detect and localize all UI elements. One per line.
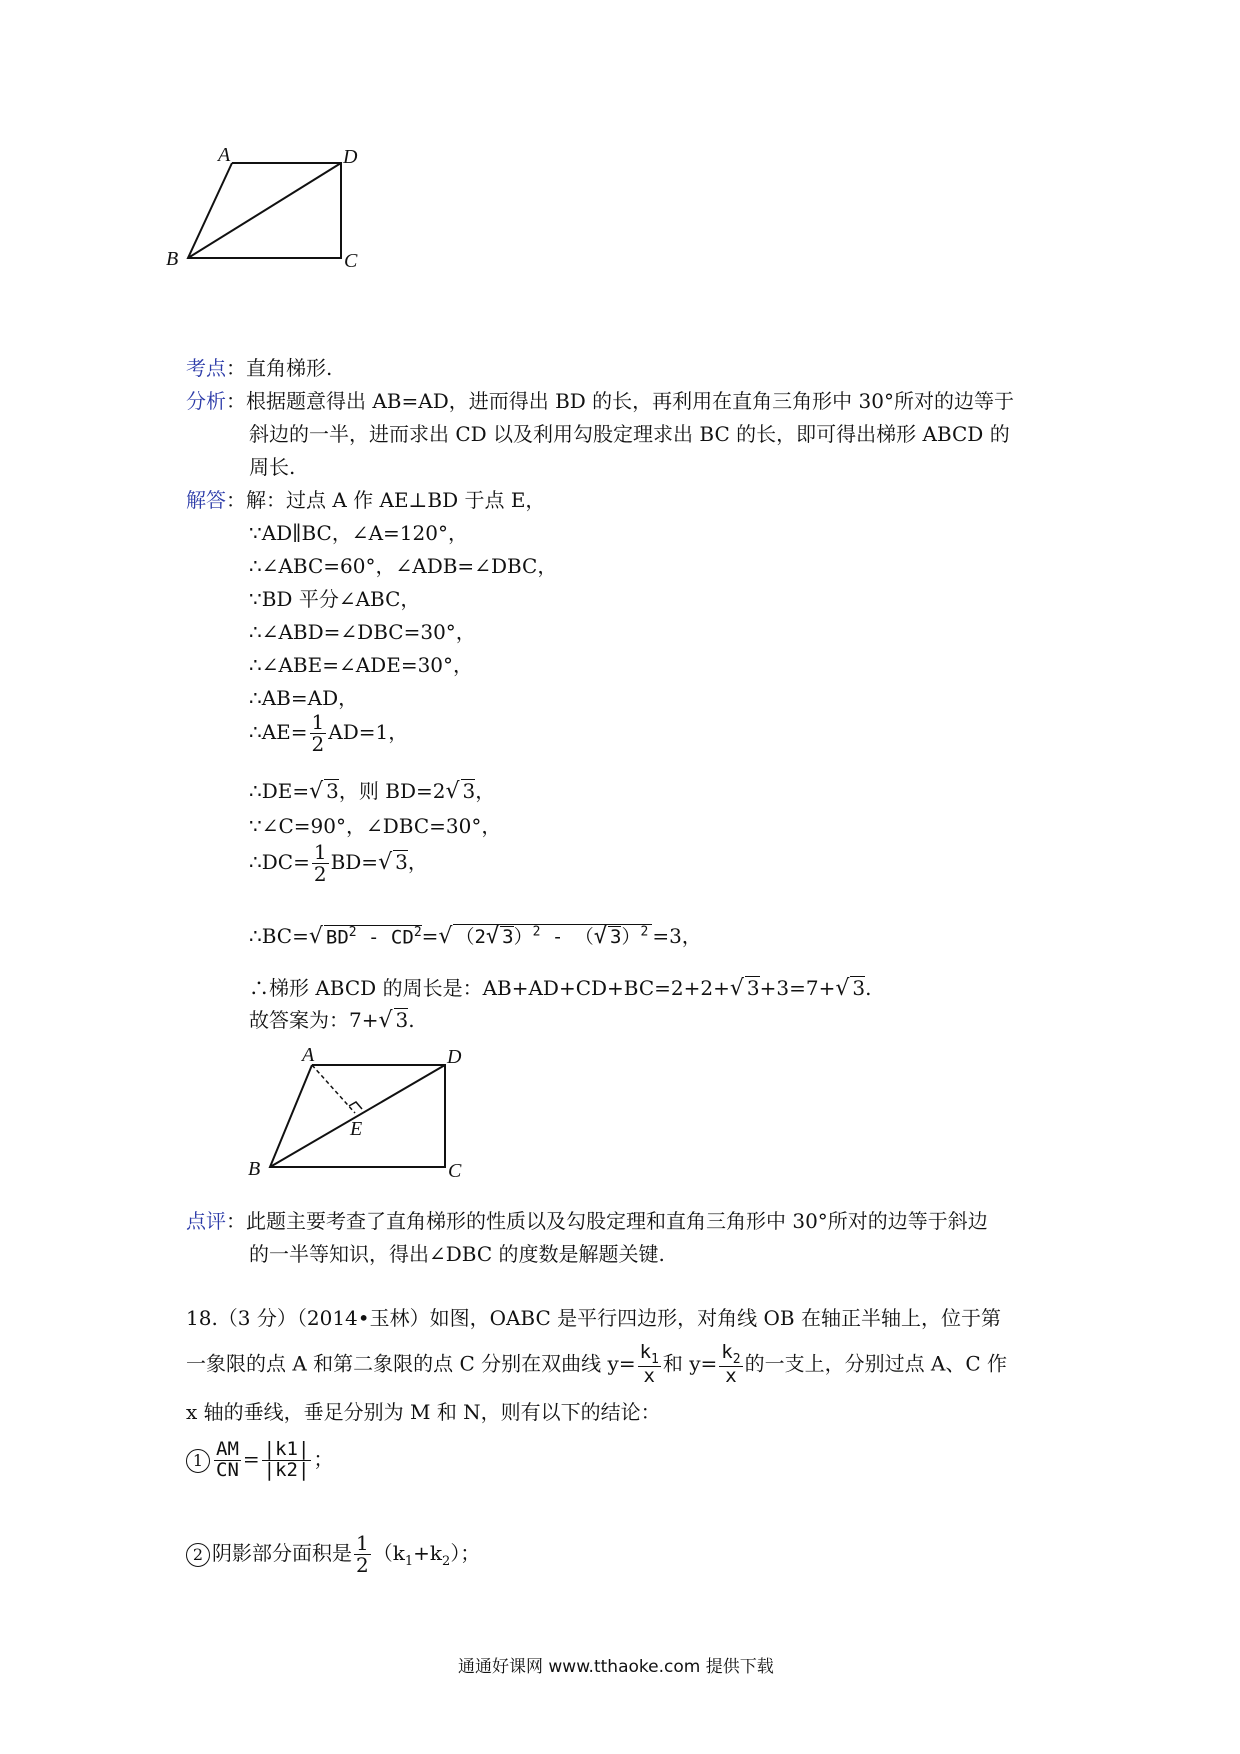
kaodian-line	[186, 352, 332, 381]
denominator: |k2|	[263, 1458, 310, 1481]
text: k	[721, 1341, 733, 1363]
circled-number-1: 1	[186, 1449, 210, 1473]
text: =	[421, 924, 439, 948]
text: ；	[313, 1446, 334, 1471]
radicand: 3	[502, 926, 514, 948]
dianping-line-2: 的一半等知识，得出∠DBC 的度数是解题关键.	[249, 1242, 665, 1266]
radical-icon: √	[378, 1008, 393, 1033]
fenxi-text: 根据题意得出 AB=AD，进而得出 BD 的长，再利用在直角三角形中 30°所对的边等于	[246, 389, 1014, 413]
footer-text: 通通好课网 www.tthaoke.com 提供下载	[458, 1657, 774, 1677]
text: .	[865, 976, 872, 1000]
label-b: B	[166, 248, 179, 270]
jieda-text: 解：过点 A 作 AE⊥BD 于点 E，	[246, 488, 546, 512]
jieda-line-4: ∵BD 平分∠ABC，	[249, 587, 421, 611]
text: ∴梯形 ABCD 的周长是：AB+AD+CD+BC=2+2+	[249, 976, 730, 1000]
text: BD	[325, 926, 349, 948]
radical-icon: √	[308, 924, 323, 949]
numerator: 1	[313, 840, 327, 864]
radicand: 3	[326, 779, 339, 803]
label-a: A	[218, 144, 231, 166]
jieda-line-10: ∵∠C=90°，∠DBC=30°，	[249, 814, 502, 838]
text: ，	[475, 779, 496, 803]
text: 和 y=	[662, 1351, 718, 1376]
radicand-bd-cd	[324, 925, 422, 948]
radicand: 3	[462, 779, 476, 803]
jieda-line-6: ∴∠ABE=∠ADE=30°，	[249, 653, 474, 677]
colon: ：	[226, 488, 246, 512]
text: 的一支上，分别过点 A、C 作	[744, 1351, 1008, 1376]
text: ）；	[450, 1541, 481, 1565]
dianping-label: 点评	[186, 1209, 226, 1233]
text: ）	[621, 926, 641, 948]
q18-line-2	[186, 1343, 1007, 1387]
text: =	[242, 1446, 260, 1471]
subscript: 2	[442, 1554, 451, 1569]
denominator: 2	[311, 732, 325, 756]
subscript: 1	[651, 1351, 659, 1367]
denominator: 2	[356, 1553, 369, 1577]
colon: ：	[226, 356, 246, 380]
radical-icon: √	[593, 924, 608, 949]
jieda-line-13	[249, 972, 872, 1001]
fenxi-line-2: 斜边的一半，进而求出 CD 以及利用勾股定理求出 BC 的长，即可得出梯形 ABCD 的	[249, 422, 1010, 446]
radicand: 3	[610, 926, 622, 948]
exponent: 2	[413, 924, 422, 940]
fraction-k2-over-x	[719, 1343, 742, 1387]
figure-2	[240, 1040, 480, 1190]
radical-icon: √	[485, 924, 500, 949]
jieda-line-1	[186, 484, 545, 513]
exponent: 2	[532, 924, 541, 940]
text: （2	[455, 926, 486, 948]
text: 阴影部分面积是	[212, 1541, 352, 1565]
kaodian-label: 考点	[186, 356, 226, 380]
circled-number-2: 2	[186, 1543, 210, 1567]
trapezoid-abcd-with-e-diagram	[240, 1040, 480, 1190]
text: +k	[413, 1541, 443, 1565]
text: （k	[372, 1541, 405, 1565]
label-c: C	[344, 250, 358, 272]
numerator: 1	[356, 1531, 369, 1555]
q18-line-1: 18.（3 分）（2014•玉林）如图，OABC 是平行四边形，对角线 OB 在轴正半轴上，位于第	[186, 1306, 1001, 1330]
fraction-k1-over-x	[638, 1343, 661, 1387]
numerator: |k1|	[263, 1438, 310, 1460]
denominator: 2	[313, 862, 327, 886]
label-b: B	[248, 1158, 261, 1180]
text: - （	[540, 926, 594, 948]
text: ，	[407, 850, 428, 874]
radical-icon: √	[835, 976, 850, 1001]
label-e: E	[350, 1118, 363, 1140]
text: =3，	[652, 924, 702, 948]
label-d: D	[447, 1046, 462, 1068]
label-d: D	[343, 146, 358, 168]
dianping-line-1	[186, 1205, 988, 1234]
text: ）	[513, 926, 533, 948]
fraction-k1-k2	[262, 1440, 312, 1481]
denominator: CN	[216, 1458, 239, 1481]
radical-icon: √	[438, 924, 453, 949]
text: AD=1，	[328, 720, 409, 744]
exponent: 2	[640, 924, 649, 940]
radical-icon: √	[378, 850, 393, 875]
radical-icon: √	[445, 779, 460, 804]
radicand-expression	[453, 924, 652, 949]
subscript: 2	[732, 1351, 741, 1367]
numerator: AM	[216, 1438, 239, 1460]
fraction-half	[354, 1533, 371, 1576]
denominator: x	[643, 1365, 655, 1388]
jieda-line-5: ∴∠ABD=∠DBC=30°，	[249, 620, 476, 644]
figure-1	[160, 140, 400, 280]
fraction-half	[312, 842, 329, 885]
fenxi-line-1	[186, 385, 1014, 414]
jieda-line-11	[249, 842, 428, 885]
text: k	[639, 1341, 652, 1363]
text: 故答案为：7+	[249, 1008, 379, 1032]
denominator: x	[725, 1365, 737, 1388]
exponent: 2	[348, 924, 357, 940]
jieda-line-12	[249, 920, 702, 949]
text: - CD	[356, 926, 414, 948]
fraction-half	[310, 712, 327, 755]
jieda-line-7: ∴AB=AD，	[249, 686, 359, 710]
colon: ：	[226, 1209, 246, 1233]
q18-conclusion-2	[186, 1533, 480, 1576]
text: ∴AE=	[249, 720, 308, 744]
radicand: 3	[395, 1008, 409, 1032]
dianping-text: 此题主要考查了直角梯形的性质以及勾股定理和直角三角形中 30°所对的边等于斜边	[246, 1209, 988, 1233]
text: ∴DE=	[249, 779, 310, 803]
jieda-line-2: ∵AD∥BC，∠A=120°，	[249, 521, 468, 545]
numerator: 1	[311, 710, 325, 734]
text: .	[408, 1008, 415, 1032]
q18-line-3: x 轴的垂线，垂足分别为 M 和 N，则有以下的结论：	[186, 1400, 661, 1424]
radical-icon: √	[309, 779, 324, 804]
text: 一象限的点 A 和第二象限的点 C 分别在双曲线 y=	[186, 1351, 636, 1376]
radical-icon: √	[729, 976, 744, 1001]
radicand: 3	[395, 850, 408, 874]
text: ，则 BD=2	[338, 779, 446, 803]
radicand: 3	[852, 976, 866, 1000]
jieda-line-14	[249, 1004, 415, 1033]
subscript: 1	[404, 1554, 414, 1569]
trapezoid-abcd-diagram	[160, 140, 400, 280]
text: ∴DC=	[249, 850, 310, 874]
fenxi-label: 分析	[186, 389, 226, 413]
text: BD=	[330, 850, 379, 874]
fenxi-line-3: 周长.	[249, 455, 296, 479]
label-c: C	[448, 1160, 462, 1182]
jieda-line-8	[249, 712, 408, 755]
radicand: 3	[746, 976, 760, 1000]
jieda-line-3: ∴∠ABC=60°，∠ADB=∠DBC，	[249, 554, 558, 578]
kaodian-text: 直角梯形.	[246, 356, 333, 380]
fraction-am-cn	[214, 1440, 241, 1481]
colon: ：	[226, 389, 246, 413]
label-a: A	[302, 1044, 315, 1066]
jieda-label: 解答	[186, 488, 226, 512]
jieda-line-9	[249, 775, 495, 804]
text: ∴BC=	[249, 924, 309, 948]
q18-conclusion-1	[186, 1440, 333, 1481]
text: +3=7+	[759, 976, 836, 1000]
